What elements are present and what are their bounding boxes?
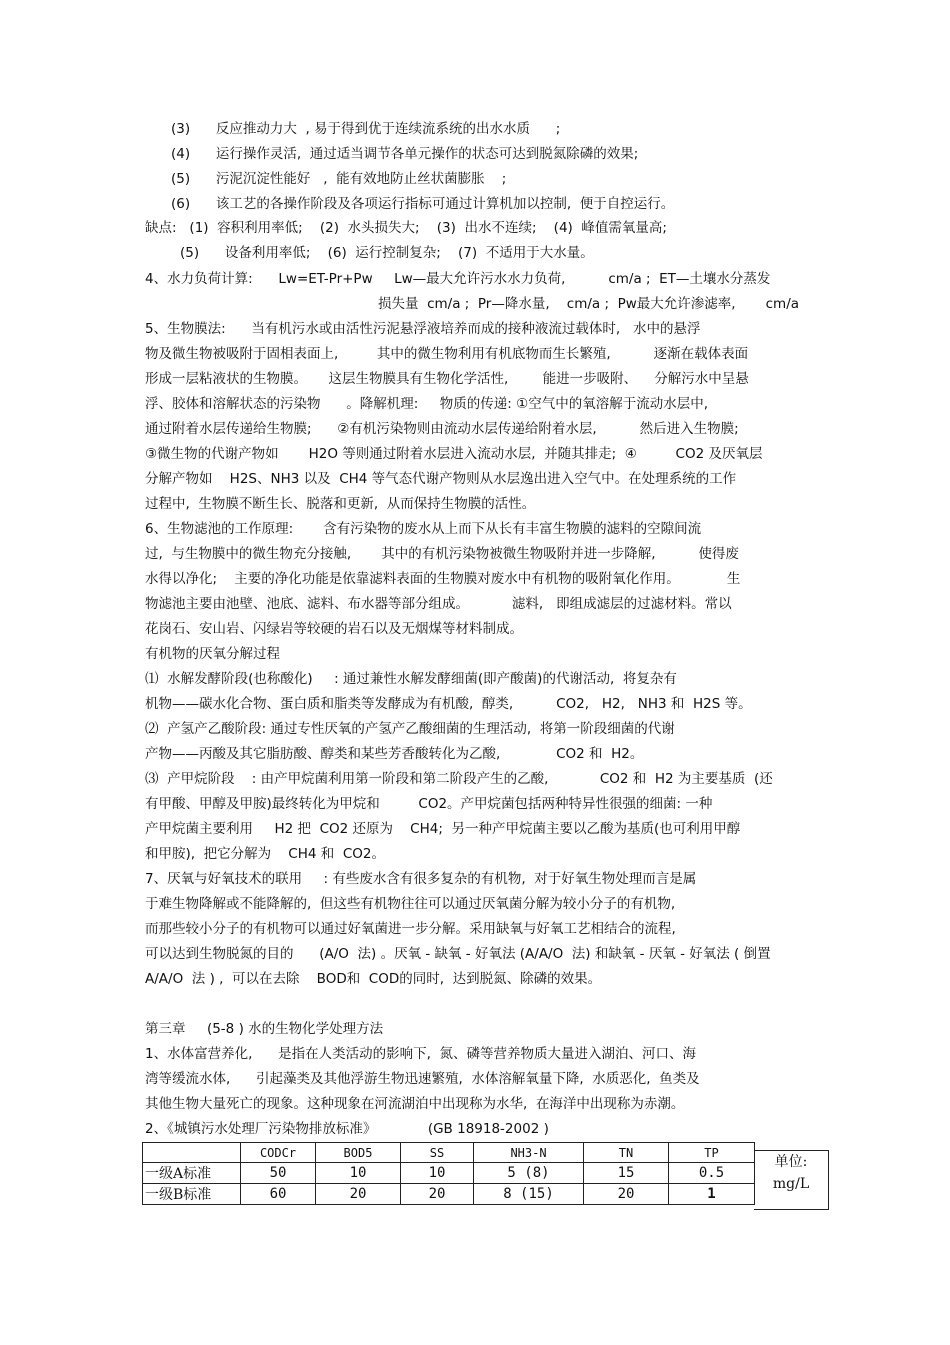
table-header-cell: NH3-N — [474, 1143, 584, 1163]
text-line: (4) 运行操作灵活, 通过适当调节各单元操作的状态可达到脱氮除磷的效果; — [171, 146, 639, 162]
text-line: 物滤池主要由池壁、池底、滤料、布水器等部分组成。 滤料, 即组成滤层的过滤材料。常以 — [145, 596, 732, 612]
text-line: 水得以净化; 主要的净化功能是依靠滤料表面的生物膜对废水中有机物的吸附氧化作用。 生 — [145, 571, 741, 587]
table-cell: 50 — [241, 1163, 316, 1184]
table-cell: 0.5 — [669, 1163, 755, 1184]
text-line: 形成一层粘液状的生物膜。 这层生物膜具有生物化学活性, 能进一步吸附、 分解污水中呈悬 — [145, 371, 749, 387]
table-cell: 10 — [316, 1163, 401, 1184]
table-header-cell: BOD5 — [316, 1143, 401, 1163]
text-line: 物及微生物被吸附于固相表面上, 其中的微生物利用有机底物而生长繁殖, 逐渐在载体表面 — [145, 346, 749, 362]
text-line: 缺点: (1) 容积利用率低; (2) 水头损失大; (3) 出水不连续; (4) 峰值需氧量高; — [145, 220, 667, 236]
text-line: 6、生物滤池的工作原理: 含有污染物的废水从上而下从长有丰富生物膜的滤料的空隙间流 — [145, 521, 702, 537]
text-line: 4、水力负荷计算: Lw=ET-Pr+Pw Lw—最大允许污水水力负荷, cm/a ; ET—土壤水分蒸发 — [145, 271, 771, 287]
text-line: 花岗石、安山岩、闪绿岩等较硬的岩石以及无烟煤等材料制成。 — [145, 621, 523, 637]
table-header-cell: SS — [401, 1143, 474, 1163]
text-line: 浮、胶体和溶解状态的污染物 。降解机理: 物质的传递: ①空气中的氧溶解于流动水层中, — [145, 396, 708, 412]
text-line: 湾等缓流水体, 引起藻类及其他浮游生物迅速繁殖, 水体溶解氧量下降, 水质恶化, 鱼类及 — [145, 1071, 700, 1087]
table-cell: 8 (15) — [474, 1184, 584, 1205]
unit-label-line: 单位: — [774, 1154, 808, 1170]
table-cell: 20 — [316, 1184, 401, 1205]
discharge-standard-table-area — [142, 1142, 832, 1212]
unit-label-line: mg/L — [772, 1176, 810, 1192]
text-line: 分解产物如 H2S、NH3 以及 CH4 等气态代谢产物则从水层逸出进入空气中。在处理系统的工作 — [145, 471, 737, 487]
table-cell: 10 — [401, 1163, 474, 1184]
unit-label — [754, 1150, 829, 1210]
table-header-row — [143, 1143, 755, 1163]
text-line: 可以达到生物脱氮的目的 (A/O 法) 。厌氧 - 缺氧 - 好氧法 (A/A/O 法) 和缺氧 - 厌氧 - 好氧法 ( 倒置 — [145, 946, 771, 962]
table-cell: 5 (8) — [474, 1163, 584, 1184]
text-line: 其他生物大量死亡的现象。这种现象在河流湖泊中出现称为水华, 在海洋中出现称为赤潮。 — [145, 1096, 685, 1112]
text-line: ⑴ 水解发酵阶段(也称酸化) : 通过兼性水解发酵细菌(即产酸菌)的代谢活动, 将复杂有 — [145, 671, 677, 687]
text-line: 有甲酸、甲醇及甲胺)最终转化为甲烷和 CO2。产甲烷菌包括两种特异性很强的细菌: 一种 — [145, 796, 713, 812]
text-line: 损失量 cm/a ; Pr—降水量, cm/a ; Pw最大允许渗滤率, cm/a — [378, 296, 800, 312]
table-header-cell — [143, 1143, 241, 1163]
text-line: ⑶ 产甲烷阶段 : 由产甲烷菌利用第一阶段和第二阶段产生的乙酸, CO2 和 H2 为主要基质 (还 — [145, 771, 773, 787]
discharge-standard-table — [142, 1142, 755, 1205]
text-line: 7、厌氧与好氧技术的联用 : 有些废水含有很多复杂的有机物, 对于好氧生物处理而言是属 — [145, 871, 697, 887]
text-line: 过, 与生物膜中的微生物充分接触, 其中的有机污染物被微生物吸附并进一步降解, 使得废 — [145, 546, 739, 562]
text-line: (6) 该工艺的各操作阶段及各项运行指标可通过计算机加以控制, 便于自控运行。 — [171, 196, 675, 212]
text-line: 5、生物膜法: 当有机污水或由活性污泥悬浮液培养而成的接种液流过载体时, 水中的悬浮 — [145, 321, 701, 337]
text-line: 和甲胺), 把它分解为 CH4 和 CO2。 — [145, 846, 385, 862]
table-cell: 60 — [241, 1184, 316, 1205]
table-cell: 1 — [669, 1184, 755, 1205]
text-line: (3) 反应推动力大 , 易于得到优于连续流系统的出水水质 ; — [171, 121, 561, 137]
table-header-cell: TN — [584, 1143, 669, 1163]
text-line: 1、水体富营养化, 是指在人类活动的影响下, 氮、磷等营养物质大量进入湖泊、河口、海 — [145, 1046, 697, 1062]
text-line: 于难生物降解或不能降解的, 但这些有机物往往可以通过厌氧菌分解为较小分子的有机物, — [145, 896, 676, 912]
text-line: (5) 设备利用率低; (6) 运行控制复杂; (7) 不适用于大水量。 — [180, 245, 594, 261]
table-cell: 20 — [401, 1184, 474, 1205]
text-line: 过程中, 生物膜不断生长、脱落和更新, 从而保持生物膜的活性。 — [145, 496, 536, 512]
chapter-heading: 第三章 (5-8 ) 水的生物化学处理方法 — [145, 1021, 384, 1037]
text-line: 2、《城镇污水处理厂污染物排放标准》 (GB 18918-2002 ) — [145, 1121, 549, 1137]
text-line: 通过附着水层传递给生物膜; ②有机污染物则由流动水层传递给附着水层, 然后进入生物膜; — [145, 421, 739, 437]
text-line: 而那些较小分子的有机物可以通过好氧菌进一步分解。采用缺氧与好氧工艺相结合的流程, — [145, 921, 676, 937]
text-line: A/A/O 法 ) , 可以在去除 BOD和 COD的同时, 达到脱氮、除磷的效果。 — [145, 971, 602, 987]
section-heading: 有机物的厌氧分解过程 — [145, 646, 280, 662]
text-line: (5) 污泥沉淀性能好 , 能有效地防止丝状菌膨胀 ; — [171, 171, 507, 187]
table-row — [143, 1184, 755, 1205]
table-row-label: 一级B标准 — [143, 1184, 241, 1205]
text-line: 产物——丙酸及其它脂肪酸、醇类和某些芳香酸转化为乙酸, CO2 和 H2。 — [145, 746, 644, 762]
table-header-cell: TP — [669, 1143, 755, 1163]
text-line: ⑵ 产氢产乙酸阶段: 通过专性厌氧的产氢产乙酸细菌的生理活动, 将第一阶段细菌的代谢 — [145, 721, 675, 737]
text-line: 产甲烷菌主要利用 H2 把 CO2 还原为 CH4; 另一种产甲烷菌主要以乙酸为基质(也可利用甲醇 — [145, 821, 741, 837]
table-row — [143, 1163, 755, 1184]
text-line: ③微生物的代谢产物如 H2O 等则通过附着水层进入流动水层, 并随其排走; ④ CO2 及厌氧层 — [145, 446, 763, 462]
table-header-cell: CODCr — [241, 1143, 316, 1163]
table-row-label: 一级A标准 — [143, 1163, 241, 1184]
table-cell: 15 — [584, 1163, 669, 1184]
text-line: 机物——碳水化合物、蛋白质和脂类等发酵成为有机酸, 醇类, CO2, H2, NH3 和 H2S 等。 — [145, 696, 752, 712]
table-cell: 20 — [584, 1184, 669, 1205]
